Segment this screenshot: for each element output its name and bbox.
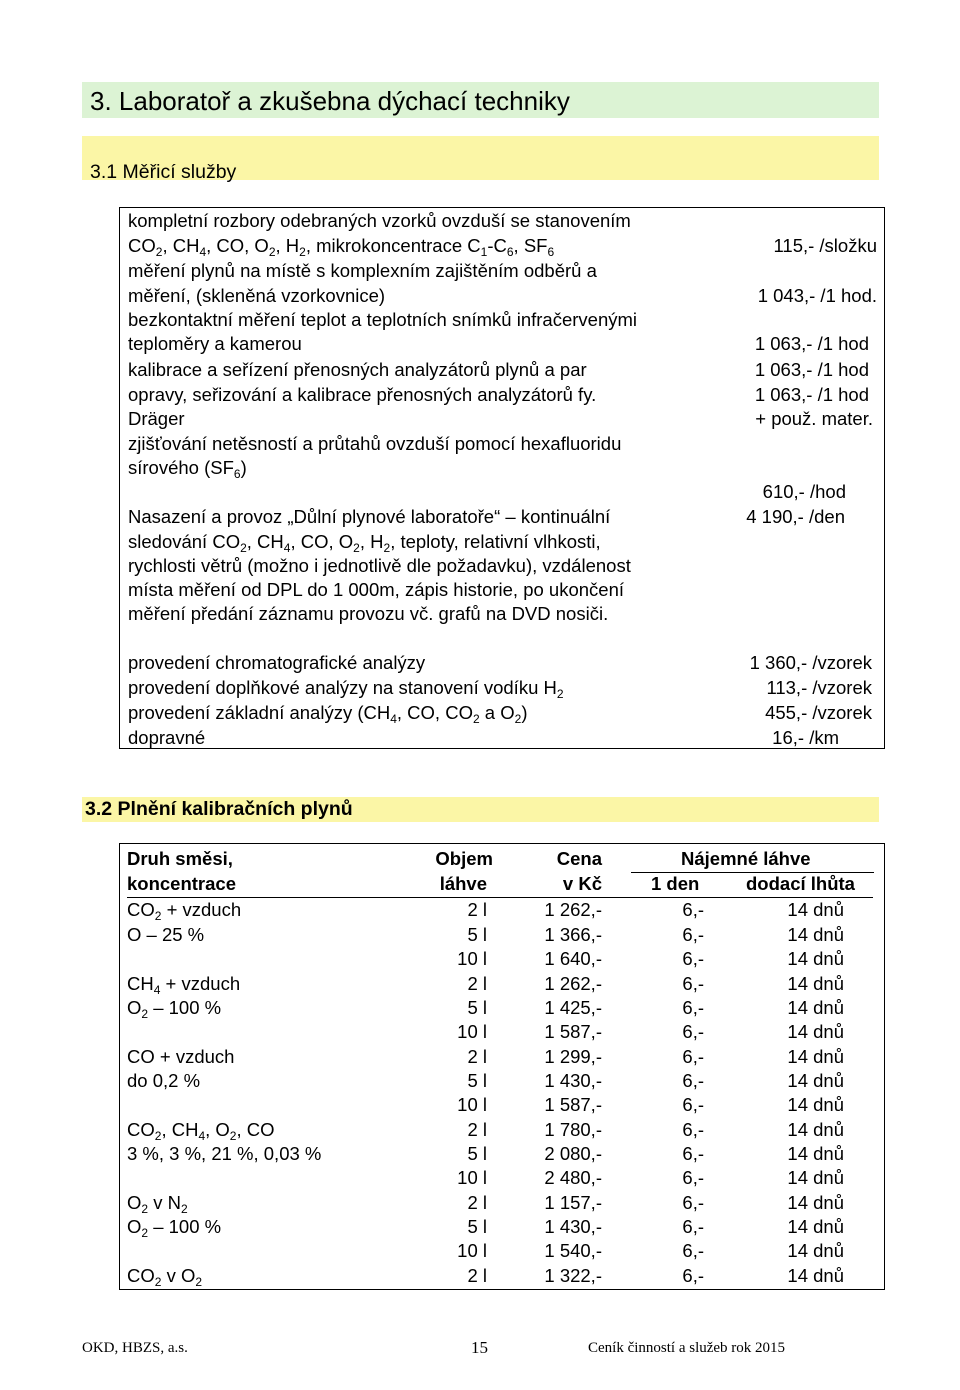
price-cell: 1 540,- <box>544 1240 602 1261</box>
header-rent: Nájemné láhve <box>681 848 811 869</box>
section-3-1-title: 3.1 Měřicí služby <box>90 161 237 183</box>
rent-day-cell: 6,- <box>682 924 704 945</box>
service-desc-line: místa měření od DPL do 1 000m, zápis historie, po ukončení <box>128 579 624 600</box>
price-cell: 1 262,- <box>544 973 602 994</box>
page-number: 15 <box>471 1338 488 1357</box>
rent-day-cell: 6,- <box>682 1240 704 1261</box>
price-cell: 1 157,- <box>544 1192 602 1213</box>
section-3-1-heading-bar <box>82 136 879 183</box>
calibration-gas-table <box>119 843 885 1290</box>
volume-cell: 2 l <box>467 1192 487 1213</box>
rent-day-cell: 6,- <box>682 973 704 994</box>
rent-day-cell: 6,- <box>682 1167 704 1188</box>
rent-day-cell: 6,- <box>682 997 704 1018</box>
rent-day-cell: 6,- <box>682 1070 704 1091</box>
service-price: 115,- /složku <box>773 235 877 256</box>
gas-mix-label: $CO_2$ + vzduch <box>127 899 242 923</box>
rent-day-cell: 6,- <box>682 1094 704 1115</box>
section-3-title: 3. Laboratoř a zkušebna dýchací techniky <box>90 86 570 116</box>
gas-mix-label: $CO_2$, $CH_4$, $O_2$, CO <box>127 1119 275 1143</box>
service-price: 455,- /vzorek <box>765 702 872 723</box>
service-desc-line: Nasazení a provoz „Důlní plynové laboratoře“ – kontinuální <box>128 506 611 527</box>
service-desc-line: bezkontaktní měření teplot a teplotních snímků infračervenými <box>128 309 638 330</box>
rent-term-cell: 14 dnů <box>787 1070 844 1091</box>
price-cell: 2 480,- <box>544 1167 602 1188</box>
header-mix: Druh směsi, <box>127 848 233 869</box>
rent-day-cell: 6,- <box>682 1192 704 1213</box>
price-cell: 1 425,- <box>544 997 602 1018</box>
rent-term-cell: 14 dnů <box>787 1240 844 1261</box>
rent-term-cell: 14 dnů <box>787 899 844 920</box>
service-desc-line: provedení doplňkové analýzy na stanovení vodíku $H_2$ <box>128 677 564 701</box>
rent-term-cell: 14 dnů <box>787 1094 844 1115</box>
service-desc-line: provedení základní analýzy ($CH_4$, CO, $CO_2$ a $O_2$) <box>128 702 528 726</box>
rent-day-cell: 6,- <box>682 1143 704 1164</box>
rent-term-cell: 14 dnů <box>787 1143 844 1164</box>
gas-concentration-label: $O_2 - 100$ % <box>127 997 222 1021</box>
rent-term-cell: 14 dnů <box>787 973 844 994</box>
gas-concentration-label: do 0,2 % <box>127 1070 201 1091</box>
header-rent-day: 1 den <box>651 873 700 894</box>
rent-term-cell: 14 dnů <box>787 997 844 1018</box>
service-desc-line: $CO_2$, $CH_4$, CO, $O_2$, $H_2$, mikrokoncentrace $C_1-C_6$, $SF_6$ <box>128 235 555 259</box>
gas-concentration-label: O – 25 % <box>127 924 205 945</box>
service-desc-line: opravy, seřizování a kalibrace přenosných analyzátorů fy. <box>128 384 597 405</box>
service-price: 4 190,- /den <box>746 506 845 527</box>
volume-cell: 10 l <box>457 948 487 969</box>
volume-cell: 2 l <box>467 1119 487 1140</box>
gas-mix-label: $O_2$ v $N_2$ <box>127 1192 188 1216</box>
volume-cell: 2 l <box>467 1265 487 1286</box>
rent-term-cell: 14 dnů <box>787 1167 844 1188</box>
price-cell: 1 366,- <box>544 924 602 945</box>
rent-term-cell: 14 dnů <box>787 1265 844 1286</box>
rent-term-cell: 14 dnů <box>787 1119 844 1140</box>
rent-term-cell: 14 dnů <box>787 1216 844 1237</box>
gas-mix-label: $CH_4$ + vzduch <box>127 973 241 997</box>
volume-cell: 10 l <box>457 1240 487 1261</box>
price-cell: 1 587,- <box>544 1021 602 1042</box>
service-desc-line: Dräger <box>128 408 185 429</box>
service-desc-line: sírového $(SF_6)$ <box>128 457 247 481</box>
service-desc-line: dopravné <box>128 727 206 748</box>
volume-cell: 10 l <box>457 1021 487 1042</box>
rent-day-cell: 6,- <box>682 1046 704 1067</box>
services-table <box>119 207 885 749</box>
section-3-2-heading-bar <box>82 797 879 822</box>
rent-day-cell: 6,- <box>682 1265 704 1286</box>
price-cell: 1 262,- <box>544 899 602 920</box>
service-desc-line: teploměry a kamerou <box>128 333 302 354</box>
price-cell: 2 080,- <box>544 1143 602 1164</box>
price-cell: 1 430,- <box>544 1070 602 1091</box>
rent-term-cell: 14 dnů <box>787 1192 844 1213</box>
rent-day-cell: 6,- <box>682 1119 704 1140</box>
rent-term-cell: 14 dnů <box>787 1046 844 1067</box>
volume-cell: 5 l <box>467 1216 487 1237</box>
service-price: 1 043,- /1 hod. <box>757 285 877 306</box>
price-cell: 1 322,- <box>544 1265 602 1286</box>
volume-cell: 5 l <box>467 997 487 1018</box>
volume-cell: 2 l <box>467 973 487 994</box>
section-3-2-title: 3.2 Plnění kalibračních plynů <box>85 798 353 820</box>
service-price: 610,- /hod <box>762 481 846 502</box>
rent-term-cell: 14 dnů <box>787 924 844 945</box>
service-price-note: + použ. mater. <box>755 408 873 429</box>
header-price: Cena <box>556 848 602 869</box>
header-price: v Kč <box>562 873 602 894</box>
service-price: 16,- /km <box>772 727 839 748</box>
footer-company: OKD, HBZS, a.s. <box>82 1340 188 1356</box>
gas-concentration-label: $O_2 - 100$ % <box>127 1216 222 1240</box>
header-volume: Objem <box>435 848 493 869</box>
footer-document-title: Ceník činností a služeb rok 2015 <box>588 1340 786 1356</box>
service-price: 1 063,- /1 hod <box>754 333 869 354</box>
gas-mix-label: CO + vzduch <box>127 1046 235 1067</box>
volume-cell: 10 l <box>457 1167 487 1188</box>
price-cell: 1 587,- <box>544 1094 602 1115</box>
service-price: 1 360,- /vzorek <box>749 652 872 673</box>
price-cell: 1 640,- <box>544 948 602 969</box>
gas-concentration-label: 3 %, 3 %, 21 %, 0,03 % <box>127 1143 322 1164</box>
rent-day-cell: 6,- <box>682 1216 704 1237</box>
rent-day-cell: 6,- <box>682 899 704 920</box>
service-price: 113,- /vzorek <box>766 677 872 698</box>
service-desc-line: rychlosti větrů (možno i jednotlivě dle požadavku), vzdálenost <box>128 555 631 576</box>
volume-cell: 10 l <box>457 1094 487 1115</box>
service-price: 1 063,- /1 hod <box>754 359 869 380</box>
service-desc-line: měření plynů na místě s komplexním zajištěním odběrů a <box>128 260 597 281</box>
rent-term-cell: 14 dnů <box>787 1021 844 1042</box>
price-cell: 1 780,- <box>544 1119 602 1140</box>
header-rent-term: dodací lhůta <box>746 873 855 894</box>
volume-cell: 5 l <box>467 1070 487 1091</box>
service-desc-line: kompletní rozbory odebraných vzorků ovzduší se stanovením <box>128 210 631 231</box>
price-cell: 1 299,- <box>544 1046 602 1067</box>
service-desc-line: provedení chromatografické analýzy <box>128 652 426 673</box>
gas-mix-label: $CO_2$ v $O_2$ <box>127 1265 203 1289</box>
header-mix: koncentrace <box>127 873 236 894</box>
service-desc-line: zjišťování netěsností a průtahů ovzduší pomocí hexafluoridu <box>128 433 622 454</box>
rent-term-cell: 14 dnů <box>787 948 844 969</box>
header-volume: láhve <box>439 873 487 894</box>
service-desc-line: sledování $CO_2$, $CH_4$, CO, $O_2$, $H_2$, teploty, relativní vlhkosti, <box>128 531 601 555</box>
volume-cell: 5 l <box>467 924 487 945</box>
price-cell: 1 430,- <box>544 1216 602 1237</box>
service-desc-line: měření, (skleněná vzorkovnice) <box>128 285 386 306</box>
service-price: 1 063,- /1 hod <box>754 384 869 405</box>
volume-cell: 2 l <box>467 1046 487 1067</box>
volume-cell: 5 l <box>467 1143 487 1164</box>
volume-cell: 2 l <box>467 899 487 920</box>
service-desc-line: kalibrace a seřízení přenosných analyzátorů plynů a par <box>128 359 587 380</box>
rent-day-cell: 6,- <box>682 1021 704 1042</box>
section-3-heading-bar <box>82 82 879 118</box>
service-desc-line: měření předání záznamu provozu vč. grafů na DVD nosiči. <box>128 603 609 624</box>
rent-day-cell: 6,- <box>682 948 704 969</box>
